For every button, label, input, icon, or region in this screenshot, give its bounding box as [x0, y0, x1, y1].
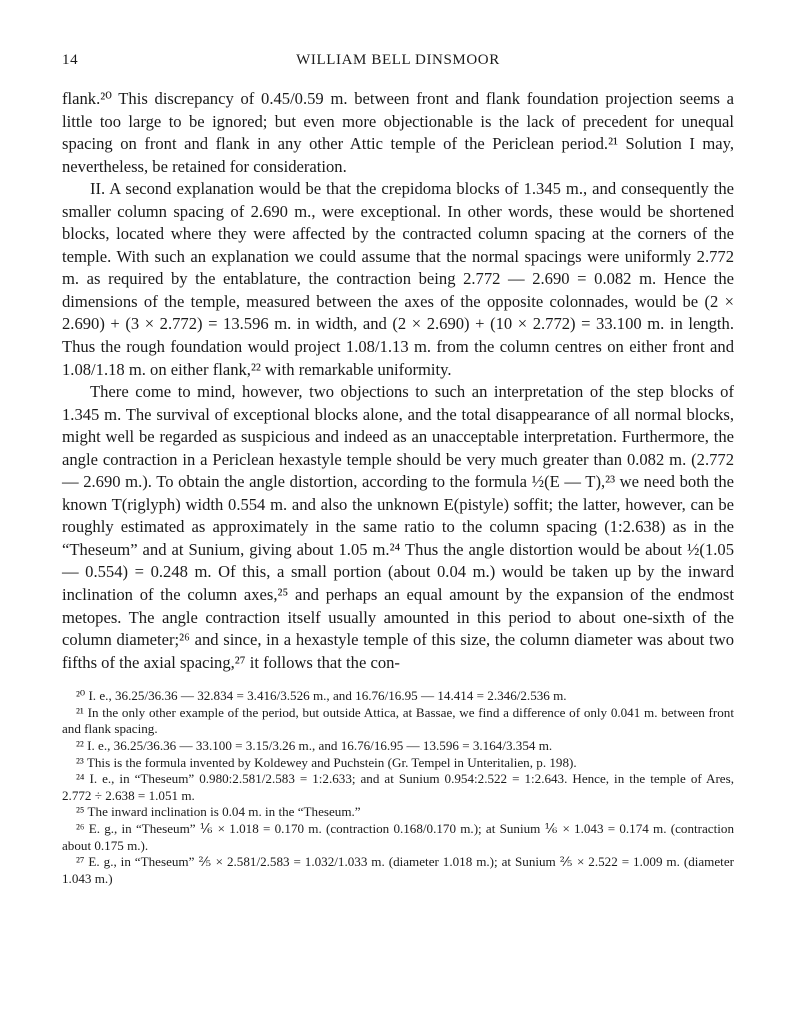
page-header: [62, 52, 734, 76]
page-number: 14: [62, 52, 79, 68]
page: [62, 52, 734, 887]
paragraph-continuation: flank.²⁰ This discrepancy of 0.45/0.59 m. between front and flank foundation projection seems a little too large to be ignored; but even more objectionable is the lack of precedent for unequal spacing on front and flank in any other Attic temple of the Periclean period.²¹ Solution I may, nevertheless, be retained for consideration.: [62, 89, 734, 176]
footnote-25: ²⁵ The inward inclination is 0.04 m. in the “Theseum.”: [76, 804, 361, 820]
footnote-27: ²⁷ E. g., in “Theseum” ⅖ × 2.581/2.583 = 1.032/1.033 m. (diameter 1.018 m.); at Sunium ⅖ × 2.522 = 1.009 m. (diameter 1.043 m.): [62, 854, 734, 886]
running-head: WILLIAM BELL DINSMOOR: [296, 52, 500, 68]
footnote-22: ²² I. e., 36.25/36.36 — 33.100 = 3.15/3.26 m., and 16.76/16.95 — 13.596 = 3.164/3.354 m.: [76, 738, 553, 753]
footnote-20: ²⁰ I. e., 36.25/36.36 — 32.834 = 3.416/3.526 m., and 16.76/16.95 — 14.414 = 2.346/2.536 m.: [76, 688, 567, 704]
body-text: [62, 88, 734, 674]
paragraph-solution-two: II. A second explanation would be that the crepidoma blocks of 1.345 m., and consequently the smaller column spacing of 2.690 m., were exceptional. In other words, these would be shortened blocks, located where they were affected by the contracted column spacing at the corners of the temple. With such an explanation we could assume that the normal spacings were uniformly 2.772 m. as required by the entablature, the contraction being 2.772 — 2.690 = 0.082 m. Hence the dimensions of the temple, measured between the axes of the opposite colonnades, would be (2 × 2.690) + (3 × 2.772) = 13.596 m. in width, and (2 × 2.690) + (10 × 2.772) = 33.100 m. in length. Thus the rough foundation would project 1.08/1.13 m. from the column centres on either front and 1.08/1.18 m. on either flank,²² with remarkable uniformity.: [62, 179, 734, 379]
footnotes: [62, 688, 734, 887]
footnote-24: ²⁴ I. e., in “Theseum” 0.980:2.581/2.583 = 1:2.633; and at Sunium 0.954:2.522 = 1:2.643. Hence, in the temple of Ares, 2.772 ÷ 2.638 = 1.051 m.: [62, 771, 734, 803]
paragraph-objections: There come to mind, however, two objections to such an interpretation of the step blocks of 1.345 m. The survival of exceptional blocks alone, and the total disappearance of all normal blocks, might well be regarded as suspicious and indeed as an unacceptable interpretation. Furthermore, the angle contraction in a Periclean hexastyle temple should be very much greater than 0.082 m. (2.772 — 2.690 m.). To obtain the angle distortion, according to the formula ½(E — T),²³ we need both the known T(riglyph) width 0.554 m. and also the unknown E(pistyle) soffit; the latter, however, can be roughly estimated as approximately in the same ratio to the column spacing (1:2.638) as in the “Theseum” and at Sunium, giving about 1.05 m.²⁴ Thus the angle distortion would be about ½(1.05 — 0.554) = 0.248 m. Of this, a small portion (about 0.04 m.) would be taken up by the inward inclination of the column axes,²⁵ and perhaps an equal amount by the expansion of the endmost metopes. The angle contraction itself usually amounted in this period to about one-sixth of the column diameter;²⁶ and since, in a hexastyle temple of this size, the column diameter was about two fifths of the axial spacing,²⁷ it follows that the con-: [62, 382, 734, 672]
footnote-21: ²¹ In the only other example of the period, but outside Attica, at Bassae, we find a difference of only 0.041 m. between front and flank spacing.: [62, 704, 734, 737]
footnote-26: ²⁶ E. g., in “Theseum” ⅙ × 1.018 = 0.170 m. (contraction 0.168/0.170 m.); at Sunium ⅙ × 1.043 = 0.174 m. (contraction about 0.175 m.).: [62, 820, 734, 853]
footnote-23: ²³ This is the formula invented by Koldewey and Puchstein (Gr. Tempel in Unteritalien, p. 198).: [76, 754, 577, 770]
